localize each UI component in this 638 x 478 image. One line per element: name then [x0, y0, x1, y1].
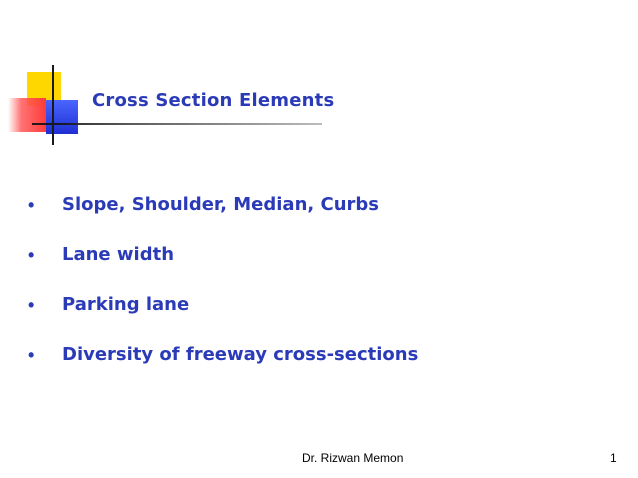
- blue-square-decoration: [46, 100, 78, 134]
- bullet-item: [28, 243, 628, 293]
- page-number: 1: [610, 451, 617, 465]
- bullet-text: Parking lane: [62, 294, 190, 315]
- horizontal-rule-decoration: [32, 123, 322, 125]
- bullet-marker: •: [28, 195, 35, 215]
- bullet-list: [28, 193, 628, 393]
- bullet-item: [28, 193, 628, 243]
- bullet-item: [28, 293, 628, 343]
- bullet-marker: •: [28, 295, 35, 315]
- bullet-text: Slope, Shoulder, Median, Curbs: [62, 194, 379, 215]
- bullet-text: Lane width: [62, 244, 175, 265]
- title-decoration: [0, 0, 330, 150]
- bullet-marker: •: [28, 245, 35, 265]
- slide-title: Cross Section Elements: [92, 90, 335, 111]
- bullet-text: Diversity of freeway cross-sections: [62, 344, 419, 365]
- vertical-rule-decoration: [52, 65, 54, 145]
- red-square-decoration: [8, 98, 46, 132]
- footer-author: Dr. Rizwan Memon: [302, 451, 404, 465]
- bullet-marker: •: [28, 345, 35, 365]
- bullet-item: [28, 343, 628, 393]
